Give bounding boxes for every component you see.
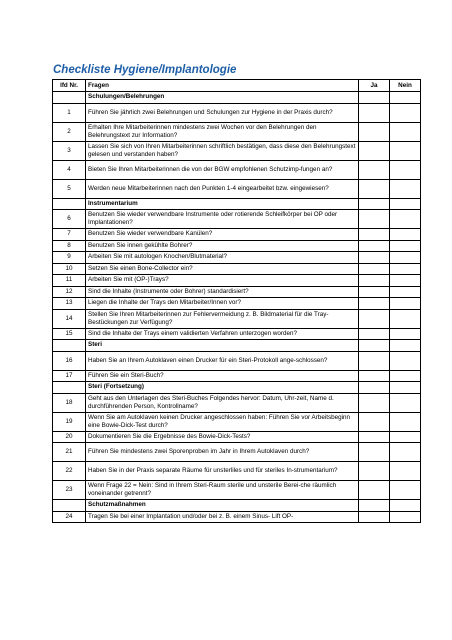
answer-yes-cell — [359, 252, 390, 264]
row-number: 22 — [53, 462, 86, 481]
answer-no-cell — [390, 286, 421, 298]
table-row — [53, 511, 421, 523]
question-text: Arbeiten Sie mit (OP-)Trays? — [86, 275, 359, 287]
answer-no-cell — [390, 92, 421, 104]
row-number: 21 — [53, 443, 86, 462]
answer-yes-cell — [359, 340, 390, 352]
question-text: Sind die Inhalte der Trays einem validierten Verfahren unterzogen worden? — [86, 328, 359, 340]
row-number: 20 — [53, 431, 86, 443]
answer-yes-cell — [359, 160, 390, 179]
answer-no-cell — [390, 103, 421, 122]
section-row — [53, 382, 421, 394]
table-row — [53, 240, 421, 252]
table-row — [53, 443, 421, 462]
answer-yes-cell — [359, 328, 390, 340]
answer-no-cell — [390, 382, 421, 394]
question-text: Sind die Inhalte (Instrumente oder Bohrer) standardisiert? — [86, 286, 359, 298]
row-number: 6 — [53, 210, 86, 229]
row-number: 13 — [53, 298, 86, 310]
answer-no-cell — [390, 240, 421, 252]
answer-yes-cell — [359, 122, 390, 141]
answer-yes-cell — [359, 412, 390, 431]
row-number: 16 — [53, 351, 86, 370]
answer-yes-cell — [359, 351, 390, 370]
answer-no-cell — [390, 179, 421, 198]
page-title: Checkliste Hygiene/Implantologie — [53, 64, 237, 76]
table-row — [53, 141, 421, 160]
table-row — [53, 481, 421, 500]
answer-no-cell — [390, 252, 421, 264]
row-number: 17 — [53, 370, 86, 382]
question-text: Führen Sie jährlich zwei Belehrungen und Schulungen zur Hygiene in der Praxis durch? — [86, 103, 359, 122]
checklist-table — [52, 79, 421, 523]
row-number: 18 — [53, 393, 86, 412]
section-row — [53, 500, 421, 512]
question-text: Bieten Sie Ihren Mitarbeiterinnen die von der BGW empfohlenen Schutzimp-fungen an? — [86, 160, 359, 179]
answer-no-cell — [390, 370, 421, 382]
table-row — [53, 210, 421, 229]
answer-yes-cell — [359, 286, 390, 298]
answer-no-cell — [390, 298, 421, 310]
row-number: 3 — [53, 141, 86, 160]
table-row — [53, 462, 421, 481]
table-row — [53, 412, 421, 431]
answer-no-cell — [390, 500, 421, 512]
answer-no-cell — [390, 393, 421, 412]
question-text: Setzen Sie einen Bone-Collector ein? — [86, 263, 359, 275]
answer-yes-cell — [359, 263, 390, 275]
table-row — [53, 263, 421, 275]
answer-no-cell — [390, 275, 421, 287]
row-number: 4 — [53, 160, 86, 179]
answer-no-cell — [390, 412, 421, 431]
table-row — [53, 309, 421, 328]
table-row — [53, 328, 421, 340]
row-number — [53, 500, 86, 512]
question-text: Tragen Sie bei einer Implantation und/oder bei z. B. einem Sinus- Lift OP- — [86, 511, 359, 523]
table-row — [53, 286, 421, 298]
table-row — [53, 160, 421, 179]
answer-yes-cell — [359, 382, 390, 394]
header-nr: lfd Nr. — [53, 80, 86, 92]
answer-no-cell — [390, 229, 421, 241]
table-row — [53, 122, 421, 141]
answer-yes-cell — [359, 298, 390, 310]
answer-no-cell — [390, 309, 421, 328]
row-number: 9 — [53, 252, 86, 264]
answer-no-cell — [390, 198, 421, 210]
table-row — [53, 275, 421, 287]
answer-yes-cell — [359, 141, 390, 160]
answer-yes-cell — [359, 500, 390, 512]
section-row — [53, 92, 421, 104]
row-number: 15 — [53, 328, 86, 340]
row-number: 10 — [53, 263, 86, 275]
row-number — [53, 198, 86, 210]
question-text: Haben Sie an Ihrem Autoklaven einen Drucker für ein Steri-Protokoll ange-schlossen? — [86, 351, 359, 370]
row-number: 5 — [53, 179, 86, 198]
table-row — [53, 252, 421, 264]
table-row — [53, 298, 421, 310]
row-number — [53, 382, 86, 394]
header-no: Nein — [390, 80, 421, 92]
answer-yes-cell — [359, 275, 390, 287]
row-number: 19 — [53, 412, 86, 431]
section-title: Steri (Fortsetzung) — [86, 382, 359, 394]
answer-yes-cell — [359, 462, 390, 481]
question-text: Erhalten Ihre Mitarbeiterinnen mindestens zwei Wochen vor den Belehrungen den Belehrungstext zur Information? — [86, 122, 359, 141]
answer-yes-cell — [359, 393, 390, 412]
question-text: Stellen Sie Ihren Mitarbeiterinnen zur Fehlervermeidung z. B. Bildmaterial für die Tray-Bestückungen zur Verfügung? — [86, 309, 359, 328]
answer-no-cell — [390, 122, 421, 141]
question-text: Haben Sie in der Praxis separate Räume für unsterliles und für steriles In-strumentarium? — [86, 462, 359, 481]
answer-no-cell — [390, 328, 421, 340]
answer-yes-cell — [359, 229, 390, 241]
header-question: Fragen — [86, 80, 359, 92]
answer-no-cell — [390, 462, 421, 481]
row-number: 7 — [53, 229, 86, 241]
answer-no-cell — [390, 160, 421, 179]
table-row — [53, 351, 421, 370]
answer-no-cell — [390, 210, 421, 229]
answer-no-cell — [390, 141, 421, 160]
table-row — [53, 103, 421, 122]
row-number: 11 — [53, 275, 86, 287]
table-row — [53, 370, 421, 382]
answer-no-cell — [390, 443, 421, 462]
answer-no-cell — [390, 511, 421, 523]
table-header-row — [53, 80, 421, 92]
answer-yes-cell — [359, 511, 390, 523]
table-row — [53, 179, 421, 198]
question-text: Arbeiten Sie mit autologen Knochen/Blutmaterial? — [86, 252, 359, 264]
question-text: Lassen Sie sich von Ihren Mitarbeiterinnen schriftlich bestätigen, dass diese den Belehrungstext gelesen und verstanden haben? — [86, 141, 359, 160]
question-text: Führen Sie ein Steri-Buch? — [86, 370, 359, 382]
question-text: Werden neue Mitarbeiterinnen nach den Punkten 1-4 eingearbeitet bzw. eingewiesen? — [86, 179, 359, 198]
section-title: Schulungen/Belehrungen — [86, 92, 359, 104]
row-number: 1 — [53, 103, 86, 122]
header-yes: Ja — [359, 80, 390, 92]
answer-yes-cell — [359, 443, 390, 462]
question-text: Benutzen Sie wieder verwendbare Kanülen? — [86, 229, 359, 241]
answer-yes-cell — [359, 179, 390, 198]
question-text: Benutzen Sie innen gekühlte Bohrer? — [86, 240, 359, 252]
section-title: Instrumentarium — [86, 198, 359, 210]
row-number — [53, 92, 86, 104]
question-text: Geht aus den Unterlagen des Steri-Buches Folgendes hervor: Datum, Uhr-zeit, Name d. durchführenden Person, Kontrollname? — [86, 393, 359, 412]
question-text: Wenn Sie am Autoklaven keinen Drucker angeschlossen haben: Führen Sie vor Arbeitsbeginn eine Bowie-Dick-Test durch? — [86, 412, 359, 431]
row-number: 14 — [53, 309, 86, 328]
row-number — [53, 340, 86, 352]
answer-yes-cell — [359, 481, 390, 500]
answer-no-cell — [390, 481, 421, 500]
answer-no-cell — [390, 340, 421, 352]
answer-no-cell — [390, 431, 421, 443]
answer-yes-cell — [359, 370, 390, 382]
answer-no-cell — [390, 263, 421, 275]
answer-no-cell — [390, 351, 421, 370]
answer-yes-cell — [359, 210, 390, 229]
row-number: 12 — [53, 286, 86, 298]
section-row — [53, 198, 421, 210]
answer-yes-cell — [359, 431, 390, 443]
table-row — [53, 393, 421, 412]
question-text: Benutzen Sie wieder verwendbare Instrumente oder rotierende Schleifkörper bei OP oder Implantationen? — [86, 210, 359, 229]
table-row — [53, 431, 421, 443]
question-text: Führen Sie mindestens zwei Sporenproben im Jahr in Ihrem Autoklaven durch? — [86, 443, 359, 462]
row-number: 23 — [53, 481, 86, 500]
question-text: Wenn Frage 22 = Nein: Sind in Ihrem Steri-Raum sterile und unsterile Berei-che räumlich voneinander getrennt? — [86, 481, 359, 500]
table-row — [53, 229, 421, 241]
row-number: 2 — [53, 122, 86, 141]
section-title: Steri — [86, 340, 359, 352]
row-number: 8 — [53, 240, 86, 252]
answer-yes-cell — [359, 309, 390, 328]
question-text: Dokumentieren Sie die Ergebnisse des Bowie-Dick-Tests? — [86, 431, 359, 443]
answer-yes-cell — [359, 240, 390, 252]
section-row — [53, 340, 421, 352]
answer-yes-cell — [359, 103, 390, 122]
question-text: Liegen die Inhalte der Trays den Mitarbeiter/Innen vor? — [86, 298, 359, 310]
row-number: 24 — [53, 511, 86, 523]
section-title: Schutzmaßnahmen — [86, 500, 359, 512]
answer-yes-cell — [359, 92, 390, 104]
answer-yes-cell — [359, 198, 390, 210]
